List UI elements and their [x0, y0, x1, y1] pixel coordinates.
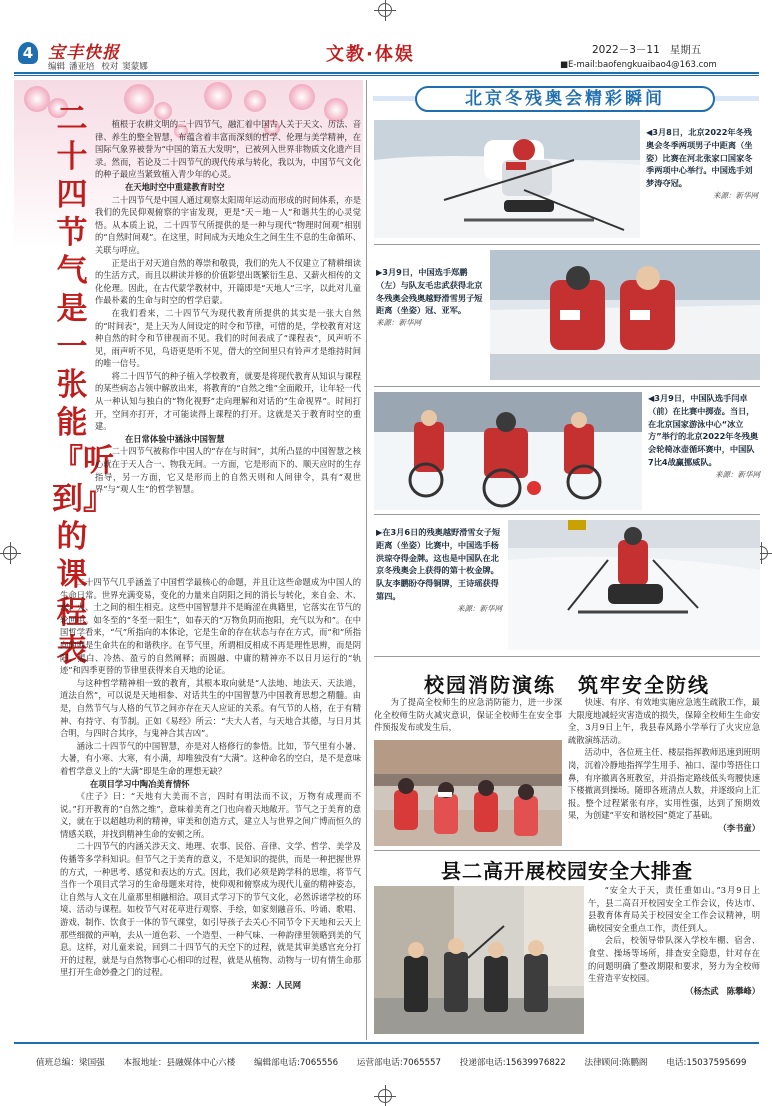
article-paragraph: 将二十四节气的种子植入学校教育，就要是将现代教育从知识与课程的某些病态占领中解放出来，将教育的“自然之维”全面敞开，让年轻一代从一种认知与独白的“物化视野”走向理解和对话的“生命视界”。时间打开，空间亦打开，才可能读得上课程的打开。这就是关于教育时空的重建。 [95, 370, 361, 432]
caption-source: 来源：新华网 [715, 469, 760, 479]
fire-drill-paragraph: 活动中，各位班主任、楼层指挥教师迅速到班明岗，沉着冷静地指挥学生用手、袖口、湿巾等捂住口鼻，有序撤离各班教室，并沿指定路线低头弯腰快速下楼撤离到操场。随即各班清点人数，并逐级向上汇报。整个过程紧张有序，实用性强，达到了预期效果，为创建“平安和谐校园”奠定了基础。 [568, 747, 760, 821]
weekday-text: 星期五 [669, 44, 702, 56]
article-paragraph: 正是出于对天道自然的尊崇和敬畏，我们的先人不仅建立了精耕细读的生活方式，而且以耕读并修的价值影望出既繁衍生息、又薪火相传的文化伦理。因此，在古代蒙学教材中，开篇即是“天地人”三字，以此对儿童作最朴素的生命与时空的哲学启蒙。 [95, 257, 361, 306]
caption-1 [646, 126, 758, 203]
article-body-bottom [60, 576, 361, 992]
section-title: 文教·体娱 [326, 44, 415, 65]
date-text: 2022－3－11 [592, 44, 660, 56]
photo-fire-drill [374, 740, 562, 846]
proof-label: 校对 [101, 62, 119, 72]
section-divider [374, 514, 760, 515]
fire-drill-col-right [568, 696, 760, 835]
caption-text: ▶3月9日，中国选手郑鹏（左）与队友毛忠武获得北京冬残奥会残奥越野滑雪男子短距离（坐姿）冠、亚军。 [376, 267, 483, 316]
caption-text: ◀3月8日，北京2022年冬残奥会冬季两项男子中距离（坐姿）比赛在河北张家口国家冬季两项中心举行。中国选手刘梦涛夺冠。 [646, 127, 753, 189]
article-paragraph: 二十四节气几乎涵盖了中国哲学最核心的命题，并且让这些命题成为中国人的生命日常。世界充满变易，变化的力量来自阴阳之间的消长与转化，来自金、木、水、火、土之间的相生相克。这些中国智慧并不是晦涩在典籍里，它落实在节气的轮回中。如冬至的“冬至一阳生”，如春天的“万物负阴而抱阳，充气以为和”。在中国哲学看来，“气”所指向的本体论，它是生命的存在状态与存在方式，而“和”所指向的则是生命共在的和谐秩序。在节气里，所谓相反相成不再是理性思辨，而是阴阳、黑白、冷热、盈亏的自然阐释；而圆融、中庸的精神亦不以日月运行的“轨迹”和四季更替的节律里获得来自天地的论证。 [60, 577, 361, 676]
safety-check-paragraph: 会后，校领导带队深入学校车棚、宿舍、食堂、操场等场所，排查安全隐患，针对存在的问题明确了整改期限和要求，努力为全校师生营造平安校园。 [588, 935, 760, 984]
registration-mark-icon [378, 3, 392, 17]
column-divider [366, 80, 367, 1040]
article-source: 来源：人民网 [251, 980, 301, 990]
photo-safety-inspection [374, 886, 584, 1034]
caption-4 [376, 526, 502, 616]
issue-date [592, 42, 701, 57]
proofreader-name: 窦蒙娜 [122, 62, 148, 72]
safety-check-title: 县二高开展校园安全大排查 [441, 859, 693, 883]
footer [36, 1056, 766, 1068]
registration-mark-icon [378, 1089, 392, 1103]
fire-drill-paragraph: 快速、有序、有效地实施应急逃生疏散工作，最大限度地减轻灾害造成的损失，保障全校师生生命安全，3月9日上午，我县春风路小学举行了火灾应急疏散演练活动。 [568, 697, 760, 745]
page-number: 4 [18, 42, 38, 64]
caption-text: ◀3月9日，中国队选手闫卓（前）在比赛中掷壶。当日，在北京国家游泳中心“冰立方”举行的北京2022年冬残奥会轮椅冰壶循环赛中，中国队7比4战赢挪威队。 [648, 393, 759, 467]
footer-item: 法律顾问:陈鹏阁 [584, 1058, 648, 1068]
caption-source: 来源：新华网 [376, 318, 421, 328]
section-divider [374, 850, 760, 851]
footer-item: 编辑部电话:7065556 [253, 1058, 339, 1068]
photo-para-biathlon [374, 120, 640, 238]
safety-check-body [588, 884, 760, 997]
fire-drill-col-left [374, 696, 562, 734]
paralympics-banner-title: 北京冬残奥会精彩瞬间 [415, 86, 715, 112]
section-divider [374, 656, 760, 657]
article-paragraph: 植根于农耕文明的二十四节气，融汇着中国古人关于天文、历法、音律、养生的整全智慧，布蕴含着丰富而深刻的哲学、伦理与美学精神，在国际气象界被誉为“中国的第五大发明”，已被列入世界非物质文化遗产目录。然而，若论及二十四节气的现代传承与转化，我以为，中国节气文化的种子最应当紧致植入青少年的心灵。 [95, 119, 361, 180]
article-paragraph: 二十四节气被称作中国人的“存在与时间”，其所凸显的中国智慧之核心就在于天人合一、物我无间。一方面，它是形而下的、顺天应时的生存指导，另一方面，它又是形而上的自然天则和人间律令，具有“观世界”与“观人生”的哲学智慧。 [95, 446, 361, 495]
article-subheading: 在日常体验中涵泳中国智慧 [125, 433, 225, 444]
email-line: ■E-mail:baofengkuaibao4@163.com [560, 60, 717, 70]
safety-check-paragraph: “安全大于天，责任重如山。”3月9日上午，县二高召开校园安全工作会议，传达市、县教育体育局关于校园安全工作会议精神，明确校园安全重点工作，责任到人。 [588, 885, 760, 933]
paralympics-banner [373, 86, 759, 116]
photo-sit-ski [508, 520, 760, 650]
editor-label: 编辑 [48, 62, 66, 72]
section-divider [374, 386, 760, 387]
header-divider [14, 72, 759, 74]
editor-credits [48, 60, 152, 72]
photo-cross-country [490, 250, 760, 380]
footer-item: 投递部电话:15639976822 [459, 1058, 566, 1068]
article-paragraph: 《庄子》曰：“天地有大美而不言，四时有明法而不议，万物有成理而不说。”打开教育的“自然之维”，意味着美育之门也向着天地敞开。节气之于美育的意义，就在于以超越功利的精神，审美和创造方式，建立人与世界之间广博而恒久的情感关联，并找到精神生命的安顿之所。 [60, 791, 361, 839]
caption-source: 来源：新华网 [457, 603, 502, 613]
photo-wheelchair-curling [374, 392, 642, 510]
footer-item: 值班总编：梁国强 [36, 1058, 105, 1068]
section-divider [374, 244, 760, 245]
safety-check-author: （杨杰武 陈攀峰） [685, 985, 760, 996]
footer-divider [14, 1042, 759, 1044]
article-paragraph: 在我们看来，二十四节气为现代教育所提供的其实是一张大自然的“时间表”，是上天为人间设定的时令和节律，可惜的是，学校教育对这种自然的时令和节律视而不见。我们的时间表成了“课程表”，风声听不见，雨声听不见，鸟语更是听不见，借大的空间里只有铃声才是维持时间的唯一信号。 [95, 307, 361, 369]
article-body-top [95, 118, 361, 496]
article-title: 二十四节气 是一张能『听到』的课程表 [52, 101, 114, 669]
caption-text: ▶在3月6日的残奥越野滑雪女子短距离（坐姿）比赛中，中国选手杨洪琼夺得金牌。这也是中国队在北京冬残奥会上获得的第十枚金牌。队友李鹏盼夺得铜牌，王诗瑶获得第四。 [376, 527, 501, 601]
editor-name: 潘亚培 [69, 62, 95, 72]
article-paragraph: 二十四节气是中国人通过观察太阳周年运动而形成的时间体系，亦是我们的先民仰观俯察的宇宙发现，更是“天－地－人”和谐共生的心灵觉悟。从本质上说，二十四节气所提供的是一种与现代“物理时间观”相别的“自然时间观”。在这里，时间成为天地众生之间生生不息的生命循环、关联与呼应。 [95, 194, 361, 255]
footer-item: 电话:15037595699 [666, 1058, 747, 1068]
article-paragraph: 与这种哲学精神相一致的教育，其根本取向就是“人法地、地法天、天法道，道法自然”，可以说是天地相参、对话共生的中国智慧乃中国教育思想之精髓。由是，自然节气与人格的气节之间亦存在天人应证的关系。有气节的人格，在于有精神、有持守、有节制。正如《易经》所云：“夫大人者，与天地合其德，与日月其合明，与四时合其序，与鬼神合其吉凶”。 [60, 677, 361, 739]
article-paragraph: 涵泳二十四节气的中国智慧，亦是对人格修行的参悟。比如，节气里有小暑、大暑，有小寒、大寒，有小满，却唯独没有“大满”。这种命名的空白，是不是意味着哲学意义上的“大满”即是生命的理想无缺？ [60, 740, 361, 776]
caption-3 [648, 392, 760, 482]
paper-logo: 宝丰快报 [48, 43, 120, 63]
caption-2 [376, 266, 486, 330]
footer-item: 运营部电话:7065557 [356, 1058, 441, 1068]
article-paragraph: 二十四节气的内涵关涉天文、地理、农事、民俗、音律、文学、哲学、美学及传播等多学科知识。但节气之于美育的意义，不是知识的提供，而是一种把握世界的方式，一种思考、感觉和表达的方式。因此，我们必须是跨学科的思维，将节气当作一个项目式学习的生命母题来对待，使仰观和俯察成为现代儿童的精神姿态，让自然与人文在儿童那里相融相洽。项目式学习下的节气文化，必然诉诸学校的环境、活动与课程。如校节气对花草进行观察、手绘，如家刻融音乐、吟诵、歌唱、游戏、制作、饮食于一体的节气课堂，如引导孩子去关心不同节令下天地和云天上那些细微的声响，去从一道色彩、一个造型、一种气味、一种韵律里领略到美的气息。这样，对儿童来说，回到二十四节气的天空下的过程，就是其审美感官充分打开的过程，就是与自然物事心心相印的过程，就是从植物、动物与一切有情生命那里打开生命妙叠之门的过程。 [60, 841, 361, 978]
footer-item: 本报地址：县融媒体中心六楼 [123, 1058, 236, 1068]
fire-drill-paragraph: 为了提高全校师生的应急消防能力，进一步深化全校师生防火减灾意识，保证全校师生在安全事件预报发布或发生后， [374, 697, 562, 733]
article-subheading: 在天地时空中重建教育时空 [125, 181, 225, 192]
fire-drill-author: （李书童） [718, 822, 760, 833]
article-subheading: 在项目学习中陶冶美育情怀 [90, 778, 190, 789]
caption-source: 来源：新华网 [713, 190, 758, 200]
fire-drill-title: 校园消防演练 筑牢安全防线 [424, 673, 710, 697]
header-divider-thin [14, 75, 759, 76]
registration-mark-icon [3, 546, 17, 560]
